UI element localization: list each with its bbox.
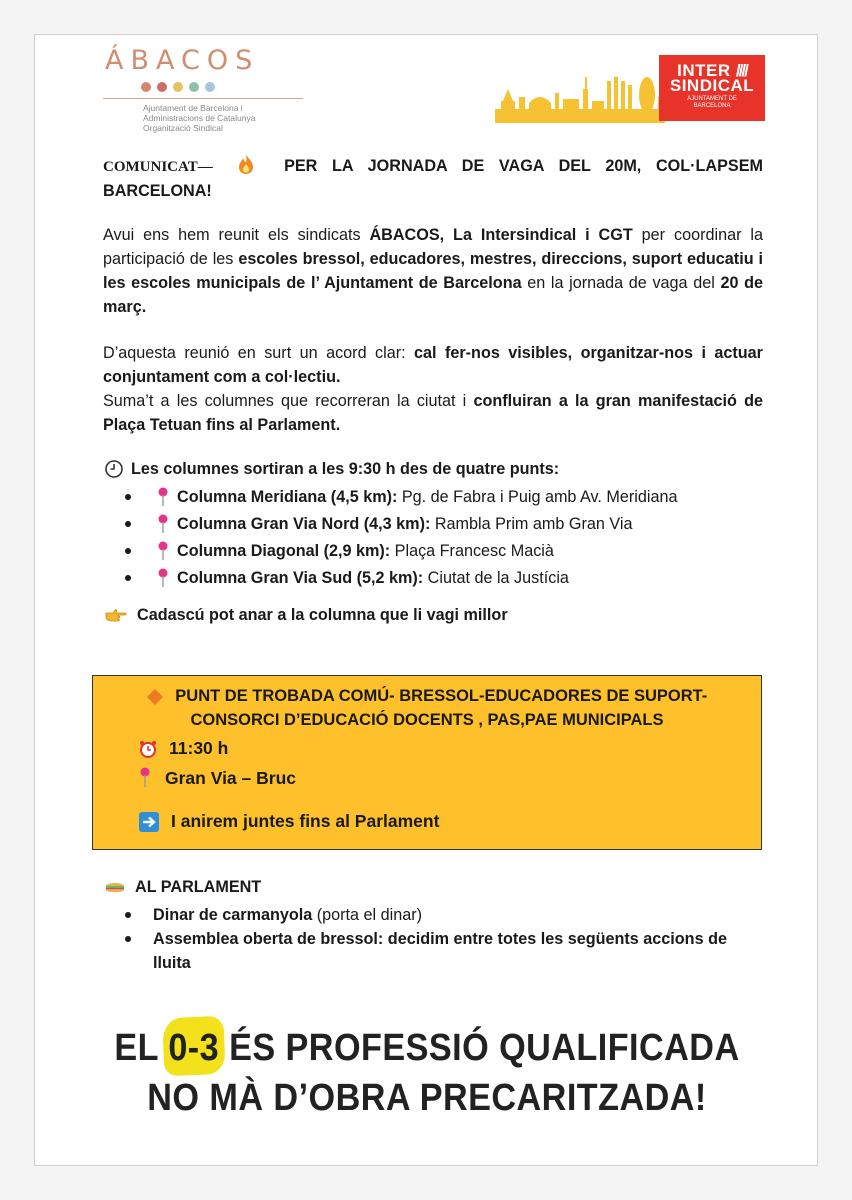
abacos-sub-line: Administracions de Catalunya: [143, 113, 256, 123]
bullet-icon: [125, 494, 131, 500]
clock-icon: [105, 460, 123, 478]
slogan-line2: NO MÀ D’OBRA PRECARITZADA!: [147, 1077, 707, 1119]
list-item: Columna Gran Via Nord (4,3 km): Rambla Prim amb Gran Via: [103, 510, 763, 537]
logo-dot: [173, 82, 183, 92]
columns-list: [103, 483, 763, 591]
pushpin-icon: [157, 541, 169, 561]
page-title-text: PER LA JORNADA DE VAGA DEL 20M, COL·LAPSEM BARCELONA!: [103, 157, 763, 200]
columns-intro-text: Les columnes sortiran a les 9:30 h des de quatre punts:: [131, 460, 560, 478]
sandwich-icon: [105, 880, 125, 894]
list-item: Columna Diagonal (2,9 km): Plaça Francesc Macià: [103, 537, 763, 564]
logo-dot: [189, 82, 199, 92]
tip-line: [103, 603, 763, 627]
logo-dot: [157, 82, 167, 92]
parlament-title: AL PARLAMENT: [135, 878, 262, 896]
pushpin-icon: [157, 514, 169, 534]
comunicat-label: COMUNICAT—: [103, 159, 213, 175]
fire-icon: [237, 153, 255, 175]
intro-paragraph: Avui ens hem reunit els sindicats ÁBACOS, La Intersindical i CGT per coordinar la participació de les escoles bressol, educadores, mestres, direccions, suport educatiu i les escoles municipals de l’ Ajuntament de Barcelona en la jornada de vaga del 20 de març.: [103, 226, 763, 316]
logo-divider: [103, 98, 303, 99]
list-item: Columna Gran Via Sud (5,2 km): Ciutat de la Justícia: [103, 564, 763, 591]
meeting-place: Gran Via – Bruc: [165, 767, 296, 788]
agreement-paragraph: D’aquesta reunió en surt un acord clar: cal fer-nos visibles, organitzar-nos i actuar conjuntament com a col·lectiu.: [103, 344, 763, 386]
logo-dot: [205, 82, 215, 92]
bullet-icon: [125, 912, 131, 918]
pushpin-icon: [157, 568, 169, 588]
meeting-time: 11:30 h: [169, 738, 229, 758]
columns-intro: [103, 457, 763, 481]
meeting-point-heading: PUNT DE TROBADA COMÚ- BRESSOL-EDUCADORES DE SUPORT- CONSORCI D’EDUCACIÓ DOCENTS , PAS,PAE MUNICIPALS: [93, 684, 761, 732]
list-item: Columna Meridiana (4,5 km): Pg. de Fabra i Puig amb Av. Meridiana: [103, 483, 763, 510]
join-paragraph: Suma’t a les columnes que recorreran la ciutat i confluiran a la gran manifestació de Plaça Tetuan fins al Parlament.: [103, 392, 763, 434]
logo-dot: [141, 82, 151, 92]
meeting-point-box: [92, 675, 762, 850]
parlament-list: [103, 903, 763, 975]
abacos-logo-subtitle: [143, 103, 323, 133]
right-arrow-icon: [139, 812, 159, 832]
abacos-logo-title: ÁBACOS: [105, 45, 260, 76]
main-content: [103, 153, 763, 627]
meeting-time-row: [139, 738, 761, 759]
meeting-then: I anirem juntes fins al Parlament: [171, 811, 440, 831]
parlament-section: [103, 875, 763, 975]
abacos-logo: [103, 45, 323, 133]
intersindical-line1: INTER ////: [677, 61, 747, 80]
meeting-place-row: [139, 767, 761, 789]
bullet-icon: [125, 521, 131, 527]
intersindical-line2: SINDICAL: [669, 76, 755, 95]
bullet-icon: [125, 936, 131, 942]
abacos-sub-line: Organització Sindical: [143, 123, 223, 133]
pushpin-icon: [139, 767, 151, 789]
slogan: [74, 1023, 780, 1123]
orange-diamond-icon: [147, 689, 163, 705]
abacos-logo-dots: [141, 82, 323, 92]
list-item: Assemblea oberta de bressol: decidim entre totes les següents accions de lluita: [103, 927, 763, 975]
intersindical-logo: [495, 55, 765, 123]
tip-text: Cadascú pot anar a la columna que li vagi millor: [137, 606, 508, 624]
page-title: [103, 153, 763, 203]
pushpin-icon: [157, 487, 169, 507]
meeting-then-row: [139, 811, 761, 832]
intersindical-badge: [659, 55, 765, 121]
slogan-line1: EL 0-3 ÉS PROFESSIÓ QUALIFICADA: [74, 1023, 780, 1073]
bullet-icon: [125, 575, 131, 581]
intersindical-sub: AJUNTAMENT DE BARCELONA: [687, 96, 737, 109]
pointing-hand-icon: [105, 607, 127, 623]
barcelona-skyline-icon: [495, 71, 665, 123]
highlighted-age-range: 0-3: [168, 1023, 219, 1073]
abacos-sub-line: Ajuntament de Barcelona i: [143, 103, 243, 113]
alarm-clock-icon: [139, 740, 157, 758]
parlament-heading: [103, 875, 763, 899]
bullet-icon: [125, 548, 131, 554]
list-item: Dinar de carmanyola (porta el dinar): [103, 903, 763, 927]
document-page: [34, 34, 818, 1166]
